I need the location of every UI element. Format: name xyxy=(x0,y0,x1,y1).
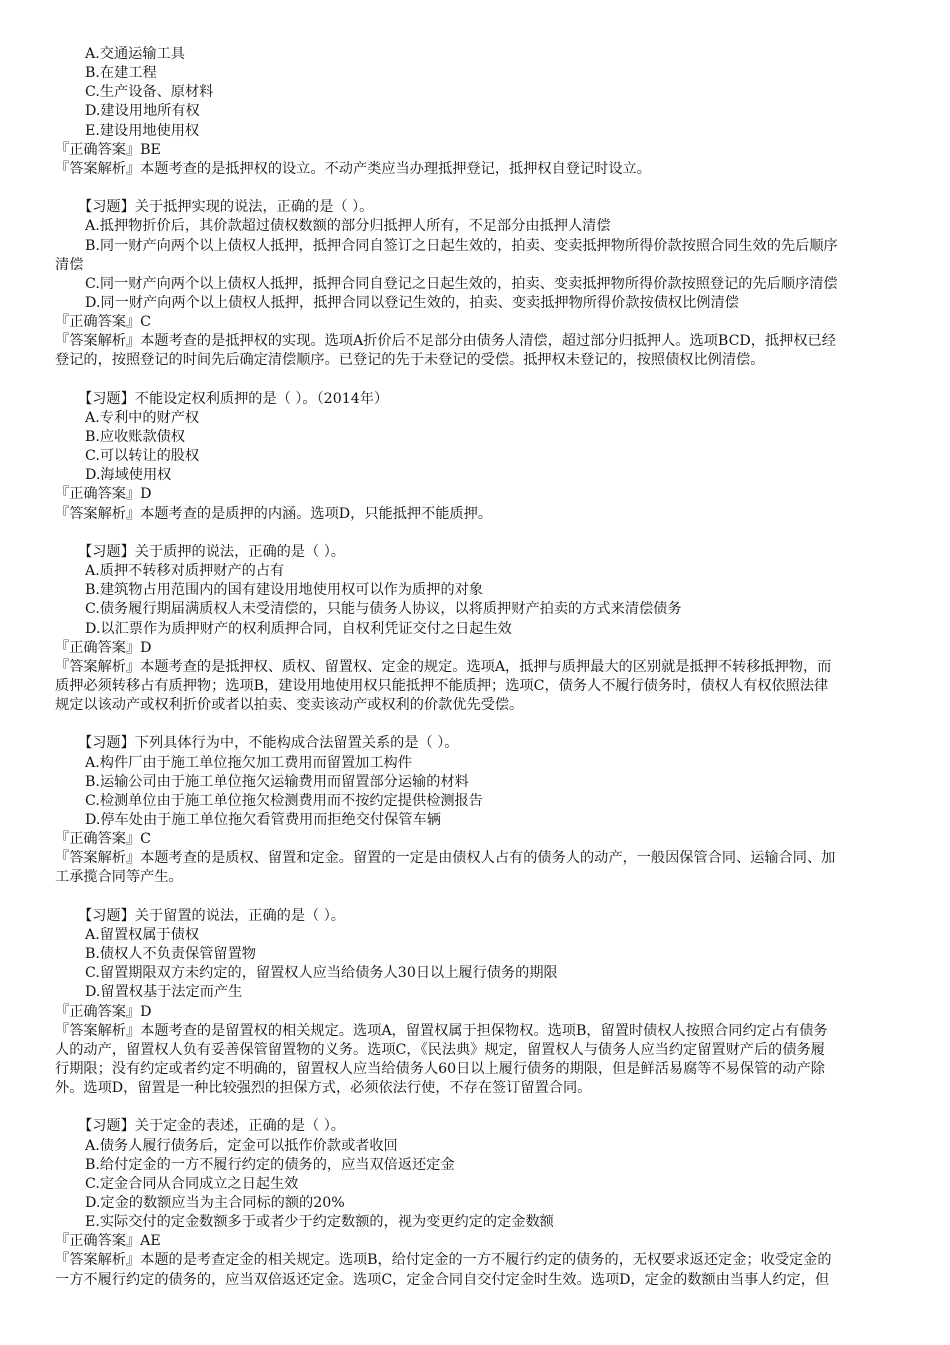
option-line: D.停车处由于施工单位拖欠看管费用而拒绝交付保管车辆 xyxy=(85,812,441,828)
question-line: 【习题】关于质押的说法，正确的是（ ）。 xyxy=(78,543,345,560)
continuation-line: 清偿 xyxy=(55,256,84,273)
answer-line: 『正确答案』C xyxy=(55,314,151,331)
option-line: A.债务人履行债务后，定金可以抵作价款或者收回 xyxy=(85,1137,398,1154)
option-line: C.同一财产向两个以上债权人抵押，抵押合同自登记之日起生效的，拍卖、变卖抵押物所得价款按照登记的先后顺序清偿 xyxy=(85,275,838,292)
option-line: B.在建工程 xyxy=(85,65,157,82)
question-line: 【习题】不能设定权利质押的是（ ）。（2014年） xyxy=(78,390,389,407)
option-line: A.抵押物折价后，其价款超过债权数额的部分归抵押人所有，不足部分由抵押人清偿 xyxy=(85,218,611,235)
blank-line xyxy=(55,524,895,543)
option-line: C.生产设备、原材料 xyxy=(85,84,214,101)
option-line: C.定金合同从合同成立之日起生效 xyxy=(85,1175,299,1192)
continuation-line: 登记的，按照登记的时间先后确定清偿顺序。已登记的先于未登记的受偿。抵押权未登记的，按照债权比例清偿。 xyxy=(55,352,765,369)
option-line: A.留置权属于债权 xyxy=(85,926,200,943)
blank-line xyxy=(55,371,895,390)
option-line: D.同一财产向两个以上债权人抵押，抵押合同以登记生效的，拍卖、变卖抵押物所得价款按债权比例清偿 xyxy=(85,294,739,311)
continuation-line: 一方不履行约定的债务的，应当双倍返还定金。选项C，定金合同自交付定金时生效。选项D，定金的数额由当事人约定，但 xyxy=(55,1271,830,1288)
option-line: A.专利中的财产权 xyxy=(85,409,200,426)
continuation-line: 行期限；没有约定或者约定不明确的，留置权人应当给债务人60日以上履行债务的期限，但是鲜活易腐等不易保管的动产除 xyxy=(55,1060,825,1077)
option-line: E.建设用地使用权 xyxy=(85,122,200,139)
option-line: A.质押不转移对质押财产的占有 xyxy=(85,563,285,579)
option-line: C.留置期限双方未约定的，留置权人应当给债务人30日以上履行债务的期限 xyxy=(85,965,558,982)
answer-line: 『答案解析』本题考查的是质押的内涵。选项D，只能抵押不能质押。 xyxy=(55,505,493,522)
question-line: 【习题】关于抵押实现的说法，正确的是（ ）。 xyxy=(78,199,374,216)
answer-line: 『正确答案』AE xyxy=(55,1233,161,1250)
option-line: D.以汇票作为质押财产的权利质押合同，自权利凭证交付之日起生效 xyxy=(85,620,512,637)
blank-line xyxy=(55,1098,895,1117)
answer-line: 『答案解析』本题的是考查定金的相关规定。选项B，给付定金的一方不履行约定的债务的，无权要求返还定金；收受定金的 xyxy=(55,1252,832,1269)
continuation-line: 外。选项D，留置是一种比较强烈的担保方式，必须依法行使，不存在签订留置合同。 xyxy=(55,1080,592,1097)
question-line: 【习题】关于定金的表述，正确的是（ ）。 xyxy=(78,1118,345,1135)
continuation-line: 工承揽合同等产生。 xyxy=(55,869,183,886)
blank-line xyxy=(55,179,895,198)
option-line: A.交通运输工具 xyxy=(85,46,185,62)
option-line: C.检测单位由于施工单位拖欠检测费用而不按约定提供检测报告 xyxy=(85,792,483,809)
option-line: B.同一财产向两个以上债权人抵押，抵押合同自签订之日起生效的，拍卖、变卖抵押物所得价款按照合同生效的先后顺序 xyxy=(85,237,838,254)
option-line: C.可以转让的股权 xyxy=(85,448,200,465)
continuation-line: 规定以该动产或权利折价或者以拍卖、变卖该动产或权利的价款优先受偿。 xyxy=(55,697,524,714)
answer-line: 『正确答案』C xyxy=(55,831,151,848)
answer-line: 『正确答案』BE xyxy=(55,141,161,158)
blank-line xyxy=(55,715,895,734)
question-line: 【习题】关于留置的说法，正确的是（ ）。 xyxy=(78,907,345,924)
continuation-line: 质押必须转移占有质押物；选项B，建设用地使用权只能抵押不能质押；选项C，债务人不履行债务时，债权人有权依照法律 xyxy=(55,677,829,694)
answer-line: 『答案解析』本题考查的是抵押权的实现。选项A折价后不足部分由债务人清偿，超过部分归抵押人。选项BCD，抵押权已经 xyxy=(55,333,836,350)
continuation-line: 人的动产，留置权人负有妥善保管留置物的义务。选项C，《民法典》规定，留置权人与债务人应当约定留置财产后的债务履 xyxy=(55,1041,825,1058)
blank-line xyxy=(55,888,895,907)
answer-line: 『正确答案』D xyxy=(55,1003,152,1020)
answer-line: 『答案解析』本题考查的是抵押权的设立。不动产类应当办理抵押登记，抵押权自登记时设立。 xyxy=(55,160,651,177)
answer-line: 『答案解析』本题考查的是质权、留置和定金。留置的一定是由债权人占有的债务人的动产，一般因保管合同、运输合同、加 xyxy=(55,850,836,867)
option-line: A.构件厂由于施工单位拖欠加工费用而留置加工构件 xyxy=(85,754,412,771)
option-line: D.建设用地所有权 xyxy=(85,103,200,120)
option-line: B.债权人不负责保管留置物 xyxy=(85,946,256,962)
option-line: C.债务履行期届满质权人未受清偿的，只能与债务人协议，以将质押财产拍卖的方式来清偿债务 xyxy=(85,601,682,618)
answer-line: 『答案解析』本题考查的是抵押权、质权、留置权、定金的规定。选项A，抵押与质押最大的区别就是抵押不转移抵押物，而 xyxy=(55,658,832,675)
option-line: B.建筑物占用范围内的国有建设用地使用权可以作为质押的对象 xyxy=(85,582,484,599)
answer-line: 『正确答案』D xyxy=(55,639,152,656)
option-line: D.海域使用权 xyxy=(85,467,172,484)
option-line: B.给付定金的一方不履行约定的债务的，应当双倍返还定金 xyxy=(85,1156,455,1173)
answer-line: 『正确答案』D xyxy=(55,486,152,503)
question-line: 【习题】下列具体行为中，不能构成合法留置关系的是（ ）。 xyxy=(78,735,459,752)
option-line: B.运输公司由于施工单位拖欠运输费用而留置部分运输的材料 xyxy=(85,773,469,790)
option-line: B.应收账款债权 xyxy=(85,429,186,445)
option-line: E.实际交付的定金数额多于或者少于约定数额的，视为变更约定的定金数额 xyxy=(85,1214,554,1231)
answer-line: 『答案解析』本题考查的是留置权的相关规定。选项A，留置权属于担保物权。选项B，留置时债权人按照合同约定占有债务 xyxy=(55,1022,828,1039)
option-line: D.留置权基于法定而产生 xyxy=(85,984,243,1001)
option-line: D.定金的数额应当为主合同标的额的20% xyxy=(85,1195,345,1211)
